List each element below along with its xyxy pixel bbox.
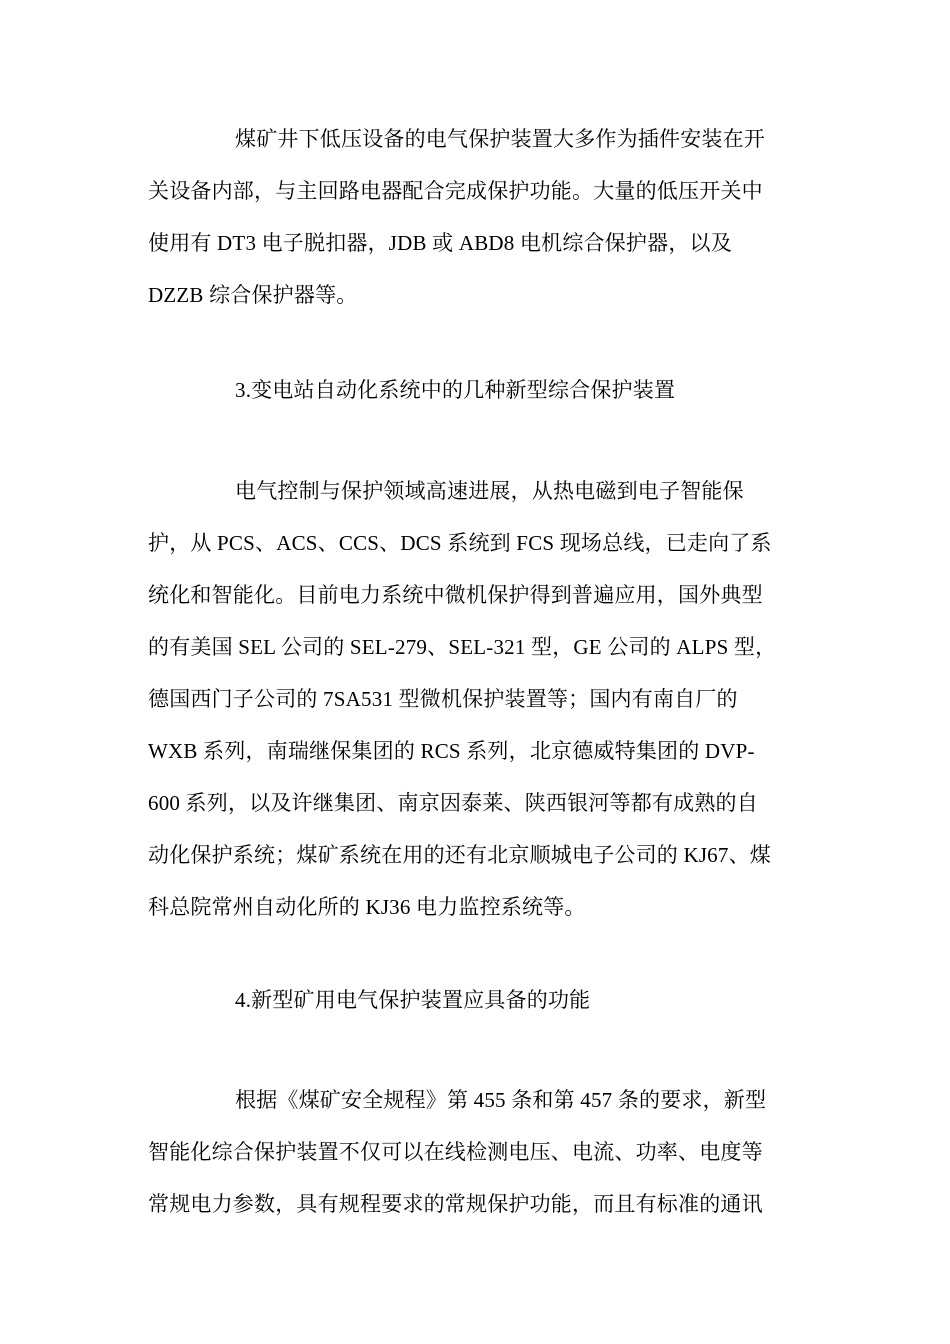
paragraph-3-line-1: 根据《煤矿安全规程》第 455 条和第 457 条的要求，新型 bbox=[235, 1088, 767, 1112]
paragraph-1-line-1: 煤矿井下低压设备的电气保护装置大多作为插件安装在开 bbox=[235, 127, 765, 151]
paragraph-2-line-2: 护，从 PCS、ACS、CCS、DCS 系统到 FCS 现场总线，已走向了系 bbox=[148, 531, 772, 555]
paragraph-2-line-4: 的有美国 SEL 公司的 SEL-279、SEL-321 型，GE 公司的 ALPS 型， bbox=[148, 635, 777, 659]
paragraph-2-line-9: 科总院常州自动化所的 KJ36 电力监控系统等。 bbox=[148, 895, 586, 919]
paragraph-3-line-2: 智能化综合保护装置不仅可以在线检测电压、电流、功率、电度等 bbox=[148, 1140, 763, 1164]
paragraph-3-line-3: 常规电力参数，具有规程要求的常规保护功能，而且有标准的通讯 bbox=[148, 1192, 763, 1216]
paragraph-2-line-6: WXB 系列，南瑞继保集团的 RCS 系列，北京德威特集团的 DVP- bbox=[148, 739, 755, 763]
paragraph-2-line-5: 德国西门子公司的 7SA531 型微机保护装置等；国内有南自厂的 bbox=[148, 687, 738, 711]
paragraph-2-line-8: 动化保护系统；煤矿系统在用的还有北京顺城电子公司的 KJ67、煤 bbox=[148, 843, 771, 867]
paragraph-1-line-3: 使用有 DT3 电子脱扣器，JDB 或 ABD8 电机综合保护器，以及 bbox=[148, 231, 732, 255]
paragraph-1-line-2: 关设备内部，与主回路电器配合完成保护功能。大量的低压开关中 bbox=[148, 179, 763, 203]
section-heading-3: 3.变电站自动化系统中的几种新型综合保护装置 bbox=[235, 378, 676, 402]
section-heading-4: 4.新型矿用电气保护装置应具备的功能 bbox=[235, 988, 591, 1012]
paragraph-1-line-4: DZZB 综合保护器等。 bbox=[148, 283, 358, 307]
paragraph-2-line-7: 600 系列，以及许继集团、南京因泰莱、陕西银河等都有成熟的自 bbox=[148, 791, 758, 815]
paragraph-2-line-3: 统化和智能化。目前电力系统中微机保护得到普遍应用，国外典型 bbox=[148, 583, 763, 607]
paragraph-2-line-1: 电气控制与保护领域高速进展，从热电磁到电子智能保 bbox=[235, 479, 744, 503]
